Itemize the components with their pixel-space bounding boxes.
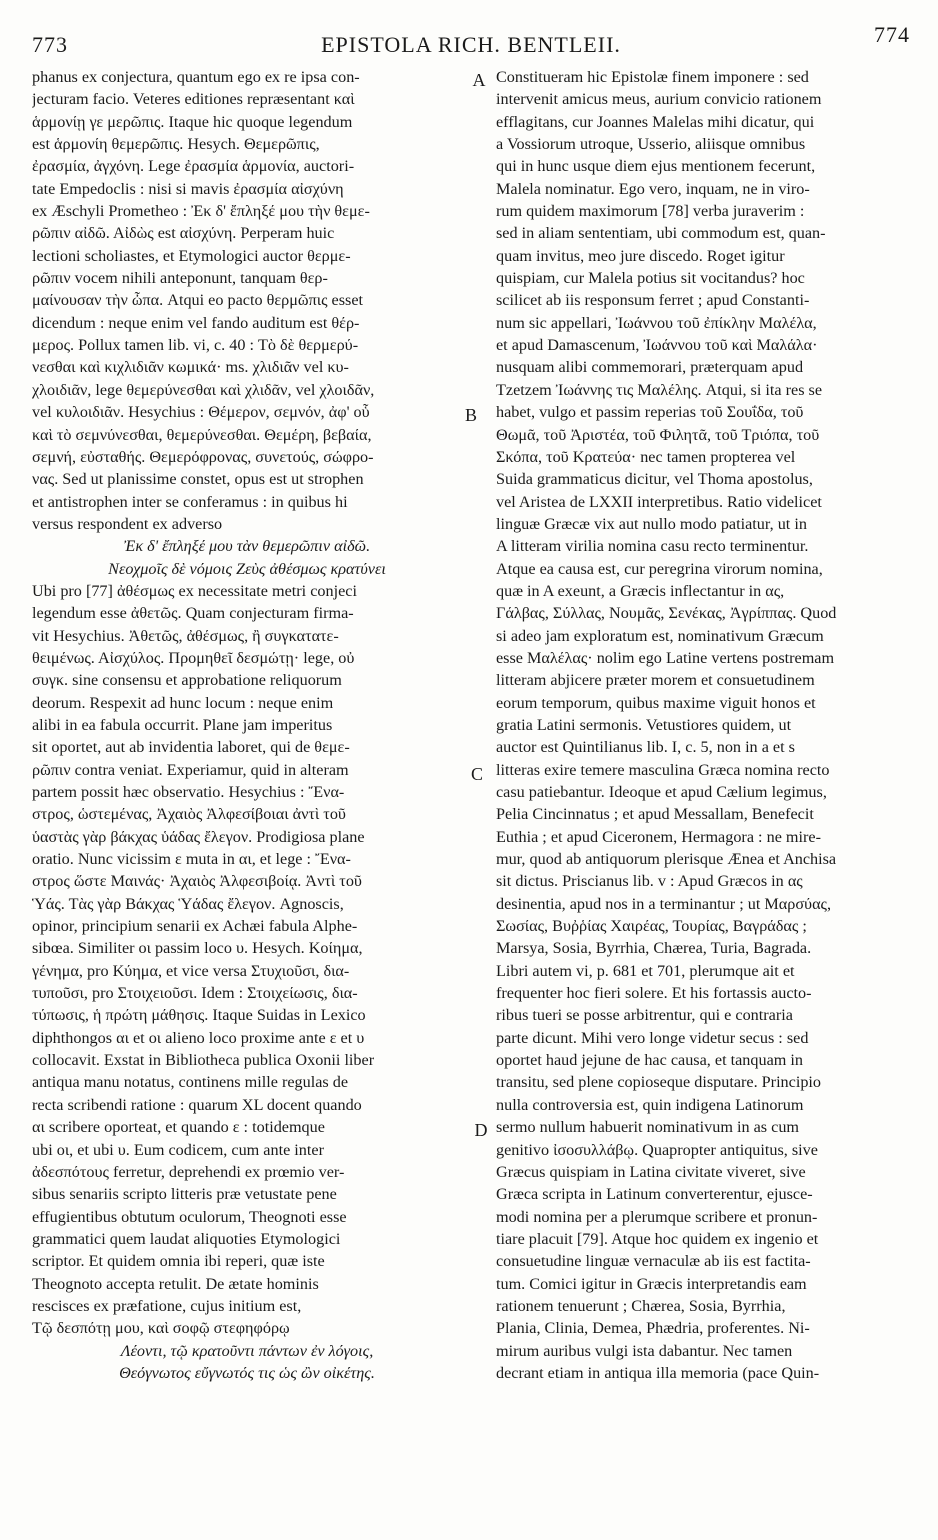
text-line: μαίνουσαν τὴν ὦπα. Atqui eo pacto θερμῶπις esset bbox=[32, 291, 364, 310]
text-line: Τῷ δεσπότῃ μου, καὶ σοφῷ στεφηφόρῳ bbox=[32, 1319, 290, 1338]
text-line: gratia Latini sermonis. Vetustiores quidem, ut bbox=[496, 715, 792, 734]
text-line: dicendum : neque enim vel fando auditum est θέρ- bbox=[32, 313, 360, 332]
text-line: στρος, ὡστεμένας, Ἀχαιὸς Ἀλφεσίβοιαι ἀντὶ τοῦ bbox=[32, 805, 346, 824]
text-line: τύπωσις, ἡ πρώτη μάθησις. Itaque Suidas in Lexico bbox=[32, 1006, 366, 1025]
text-line: vit Hesychius. Ἀθετῶς, ἀθέσμως, ἢ συγκατατε- bbox=[32, 626, 339, 645]
text-line: Euthia ; et apud Ciceronem, Hermagora : ne mire- bbox=[496, 827, 821, 846]
text-line: rescisces ex præfatione, cujus initium est, bbox=[32, 1296, 302, 1315]
running-header bbox=[32, 18, 910, 58]
text-line: sermo nullum habuerit nominativum in as cum bbox=[496, 1118, 800, 1137]
text-line: oportet haud jejune de hac causa, et tanquam in bbox=[496, 1051, 803, 1070]
text-line: genitivo ἰσοσυλλάβῳ. Quapropter antiquitus, sive bbox=[496, 1140, 818, 1159]
text-line: partem possit hæc observatio. Hesychius : Ἔνα- bbox=[32, 783, 345, 801]
text-line: Γάλβας, Σύλλας, Νουμᾶς, Σενέκας, Ἀγρίππας. Quod bbox=[496, 604, 837, 623]
text-line: oratio. Nunc vicissim ε muta in αι, et lege : Ἔνα- bbox=[32, 850, 351, 869]
text-line: legendum esse ἀθετῶς. Quam conjecturam firma- bbox=[32, 604, 354, 623]
text-line: ἀδεσπότους ferretur, deprehendi ex prœmio ver- bbox=[32, 1162, 345, 1181]
text-line: consuetudine linguæ vernaculæ ab iis est factita- bbox=[496, 1252, 811, 1271]
text-line: Græca scripta in Latinum converterentur, ejusce- bbox=[496, 1185, 813, 1204]
text-line: A litteram virilia nomina casu recto terminentur. bbox=[496, 537, 809, 556]
text-line: μερος. Pollux tamen lib. vi, c. 40 : Τὸ δὲ θερμερύ- bbox=[32, 336, 359, 355]
text-line: ὑαστὰς γὰρ βάκχας ὑάδας ἔλεγον. Prodigiosa plane bbox=[32, 827, 365, 846]
section-marker-b: B bbox=[464, 405, 477, 425]
text-line: rationem tenuerunt ; Chærea, Sosia, Byrrhia, bbox=[496, 1296, 786, 1315]
text-line: est ἁρμονίη θεμερῶπις. Hesych. Θεμερῶπις, bbox=[32, 135, 320, 154]
text-line: sit oportet, aut ab invidentia laboret, qui de θεμε- bbox=[32, 738, 350, 757]
text-line: jecturam facio. Veteres editiones repræsentant καὶ bbox=[32, 90, 355, 109]
text-line: γένημα, pro Κύημα, et vice versa Στυχιοῦσι, δια- bbox=[32, 961, 350, 980]
text-line: ρῶπιν vocem nihili anteponunt, tanquam θερ- bbox=[32, 269, 328, 288]
text-line: eorum temporum, quibus maxime viguit honos et bbox=[496, 693, 816, 712]
text-line: quispiam, cur Malela potius sit vocitandus? hoc bbox=[496, 269, 805, 288]
text-line: Plania, Clinia, Demea, Phædria, proferentes. Ni- bbox=[496, 1319, 810, 1338]
text-line: Ὑάς. Τὰς γὰρ Βάκχας Ὑάδας ἔλεγον. Agnoscis, bbox=[32, 894, 344, 913]
text-line: mur, quod ab antiquorum plerisque Ænea et Anchisa bbox=[496, 850, 837, 869]
section-marker-c: C bbox=[470, 764, 483, 784]
text-line: et antistrophen inter se conferamus : in quibus hi bbox=[32, 492, 348, 511]
text-line: transitu, sed plene copioseque disputare. Principio bbox=[496, 1073, 822, 1092]
text-line: vel κυλοιδιᾶν. Hesychius : Θέμερον, σεμνόν, ἀφ' οὗ bbox=[32, 403, 370, 422]
text-line: στρος ὥστε Μαινάς· Ἀχαιὸς Ἀλφεσιβοίᾳ. Ἀντὶ τοῦ bbox=[32, 872, 362, 891]
text-line: phanus ex conjectura, quantum ego ex re ipsa con- bbox=[32, 68, 360, 86]
text-line: νεσθαι καὶ κιχλιδιᾶν κωμικά· ms. χλιδιᾶν vel κυ- bbox=[32, 358, 349, 377]
text-line: sed in aliam sententiam, ubi commodum est, quan- bbox=[496, 224, 826, 243]
text-line: vel Aristea de LXXII interpretibus. Ratio videlicet bbox=[496, 492, 822, 511]
text-line: desinentia, apud nos in a terminantur ; ut Μαρσύας, bbox=[496, 894, 832, 913]
text-line: linguæ Græcæ vix aut nullo modo patiatur, ut in bbox=[496, 514, 807, 533]
text-line: sibus senariis scripto litteris præ vetustate pene bbox=[32, 1185, 337, 1204]
text-line: nulla controversia est, quin indigena Latinorum bbox=[496, 1095, 804, 1114]
text-line: ἐρασμία, ἀγχόνη. Lege ἐρασμία ἁρμονία, auctori- bbox=[32, 157, 355, 176]
text-line: Atque ea causa est, cur peregrina virorum nomina, bbox=[496, 559, 823, 578]
text-line: sit dictus. Priscianus lib. v : Apud Græcos in ας bbox=[496, 872, 803, 891]
text-line: litteras exire temere masculina Græca nomina recto bbox=[496, 760, 830, 779]
text-line: si adeo jam exploratum est, nominativum Græcum bbox=[496, 626, 824, 645]
text-line: scilicet ab iis responsum ferret ; apud Constanti- bbox=[496, 291, 810, 310]
running-title: EPISTOLA RICH. BENTLEII. bbox=[321, 32, 621, 57]
right-column bbox=[496, 66, 906, 1384]
text-line: ex Æschyli Prometheo : Ἐκ δ' ἔπληξέ μου τὴν θεμε- bbox=[32, 202, 370, 221]
text-line: sibœa. Similiter οι passim loco υ. Hesych. Κοίημα, bbox=[32, 939, 363, 958]
text-line: Σωσίας, Βυῤῥίας Χαιρέας, Τουρίας, Βαγράδας ; bbox=[496, 917, 807, 936]
text-line: tate Empedoclis : nisi si mavis ἐρασμία αἰσχύνη bbox=[32, 179, 344, 198]
text-line: χλοιδιᾶν, lege θεμερύνεσθαι καὶ χλιδᾶν, vel χλοιδᾶν, bbox=[32, 380, 375, 399]
text-line: tiare placuit [79]. Atque hoc quidem ex ingenio et bbox=[496, 1229, 819, 1248]
text-line: Tzetzem Ἰωάννης τις Μαλέλης. Atqui, si ita res se bbox=[496, 380, 823, 399]
text-line: diphthongos αι et οι alieno loco proxime ante ε et υ bbox=[32, 1028, 365, 1047]
text-line: et apud Damascenum, Ἰωάννου τοῦ καὶ Μαλάλα· bbox=[496, 336, 818, 355]
text-line: τυποῦσι, pro Στοιχειοῦσι. Idem : Στοιχείωσις, δια- bbox=[32, 984, 358, 1003]
text-line: Græcus quispiam in Latina civitate viveret, sive bbox=[496, 1162, 806, 1181]
text-line: auctor est Quintilianus lib. I, c. 5, non in a et s bbox=[496, 738, 795, 757]
text-line: ribus tueri se posse arbitrentur, qui e contraria bbox=[496, 1006, 793, 1025]
text-line: θειμένως. Αἰσχύλος. Προμηθεῖ δεσμώτῃ· lege, οὐ bbox=[32, 648, 355, 667]
text-line: quam invitus, meo jure discedo. Roget igitur bbox=[496, 246, 785, 265]
text-line: nusquam alibi commemorari, præterquam apud bbox=[496, 358, 804, 377]
text-line: deorum. Respexit ad hunc locum : neque enim bbox=[32, 693, 334, 712]
text-line: alibi in ea fabula occurrit. Plane jam imperitus bbox=[32, 715, 333, 734]
text-line: casu patiebantur. Ideoque et apud Cælium legimus, bbox=[496, 783, 827, 801]
left-column bbox=[32, 66, 462, 1384]
page-number-right: 774 bbox=[874, 22, 910, 47]
text-line: effugientibus obtutum oculorum, Theognoti esse bbox=[32, 1207, 347, 1226]
text-line: αι scribere oporteat, et quando ε : totidemque bbox=[32, 1118, 325, 1137]
text-line: num sic appellari, Ἰωάννου τοῦ ἐπίκλην Μαλέλα, bbox=[496, 313, 817, 332]
text-line: a Vossiorum utroque, Usserio, aliisque omnibus bbox=[496, 135, 806, 154]
text-line: scriptor. Et quidem omnia ibi reperi, quæ iste bbox=[32, 1252, 325, 1271]
text-line: Libri autem vi, p. 681 et 701, plerumque ait et bbox=[496, 961, 795, 980]
text-line: litteram abjicere præter morem et consuetudinem bbox=[496, 671, 815, 690]
text-line: ubi οι, et ubi υ. Eum codicem, cum ante inter bbox=[32, 1140, 324, 1159]
text-line: ἁρμονίῃ γε μερῶπις. Itaque hic quoque legendum bbox=[32, 112, 353, 131]
text-line: Constitueram hic Epistolæ finem imponere : sed bbox=[496, 68, 809, 86]
text-line: Σκόπα, τοῦ Κρατεύα· nec tamen propterea vel bbox=[496, 447, 796, 466]
text-line: quæ in A exeunt, a Græcis inflectantur in ας, bbox=[496, 581, 785, 600]
text-line: Pelia Cincinnatus ; et apud Messallam, Benefecit bbox=[496, 805, 814, 824]
text-line: frequenter hoc fieri solere. Et his fortassis aucto- bbox=[496, 984, 812, 1003]
verse-line: Θεόγνωτος εὔγνωτός τις ὡς ὢν οἰκέτης. bbox=[119, 1363, 375, 1382]
section-marker-d: D bbox=[474, 1120, 488, 1140]
text-line: νας. Sed ut planissime constet, opus est ut strophen bbox=[32, 470, 364, 489]
text-line: Θωμᾶ, τοῦ Ἀριστέα, τοῦ Φιλητᾶ, τοῦ Τριόπα, τοῦ bbox=[496, 425, 820, 444]
text-line: opinor, principium senarii ex Achæi fabula Alphe- bbox=[32, 917, 358, 936]
text-line: καὶ τὸ σεμνύνεσθαι, θεμερύνεσθαι. Θεμέρη, βεβαία, bbox=[32, 425, 372, 444]
text-line: Marsya, Sosia, Byrrhia, Chærea, Turia, Bagrada. bbox=[496, 939, 812, 958]
text-line: efflagitans, cur Joannes Malelas mihi dicatur, qui bbox=[496, 112, 815, 131]
text-line: tum. Comici igitur in Græcis interpretandis eam bbox=[496, 1274, 807, 1293]
text-line: lectioni scholiastes, et Etymologici auctor θερμε- bbox=[32, 246, 351, 265]
text-line: antiqua manu notatus, continens mille regulas de bbox=[32, 1073, 349, 1092]
verse-line: Νεοχμοῖς δὲ νόμοις Ζεὺς ἀθέσμως κρατύνει bbox=[108, 559, 386, 578]
text-line: Ubi pro [77] ἀθέσμως ex necessitate metri conjeci bbox=[32, 581, 357, 600]
text-line: collocavit. Exstat in Bibliotheca publica Oxonii liber bbox=[32, 1051, 375, 1070]
text-line: intervenit amicus meus, aurium convicio rationem bbox=[496, 90, 822, 109]
text-line: Theognoto accepta retulit. De ætate hominis bbox=[32, 1274, 319, 1293]
section-marker-a: A bbox=[472, 70, 486, 90]
text-line: grammatici quem laudat aliquoties Etymologici bbox=[32, 1229, 341, 1248]
text-line: ρῶπιν contra veniat. Experiamur, quid in alteram bbox=[32, 760, 349, 779]
text-line: recta scribendi ratione : quarum XL docent quando bbox=[32, 1095, 362, 1114]
text-line: modi nomina per a plerumque scribere et pronun- bbox=[496, 1207, 818, 1226]
text-line: esse Μαλέλας· nolim ego Latine vertens postremam bbox=[496, 648, 835, 667]
text-line: Malela nominatur. Ego vero, inquam, ne in viro- bbox=[496, 179, 810, 198]
text-line: decrant etiam in antiqua illa memoria (pace Quin- bbox=[496, 1363, 820, 1382]
text-line: σεμνή, εὐσταθής. Θεμερόφρονας, συνετούς, σώφρο- bbox=[32, 447, 374, 466]
text-line: habet, vulgo et passim reperias τοῦ Σουΐδα, τοῦ bbox=[496, 403, 804, 422]
verse-line: Ἐκ δ' ἔπληξέ μου τὰν θεμερῶπιν αἰδῶ. bbox=[123, 537, 371, 556]
page-number-left: 773 bbox=[32, 32, 68, 57]
text-line: rum quidem maximorum [78] verba juraverim : bbox=[496, 202, 805, 221]
text-line: parte dicunt. Mihi vero longe videtur secus : sed bbox=[496, 1028, 809, 1047]
text-line: versus respondent ex adverso bbox=[32, 514, 223, 533]
text-line: mirum auribus vulgi ista dabantur. Nec tamen bbox=[496, 1341, 793, 1360]
verse-line: Λέοντι, τῷ κρατοῦντι πάντων ἐν λόγοις, bbox=[120, 1341, 374, 1360]
text-line: ρῶπιν αἰδῶ. Αἰδὼς est αἰσχύνη. Perperam huic bbox=[32, 224, 335, 243]
text-line: συγκ. sine consensu et approbatione reliquorum bbox=[32, 671, 342, 690]
text-line: qui in hunc usque diem ejus mentionem fecerunt, bbox=[496, 157, 816, 176]
text-line: Suida grammaticus dicitur, vel Thoma apostolus, bbox=[496, 470, 813, 489]
